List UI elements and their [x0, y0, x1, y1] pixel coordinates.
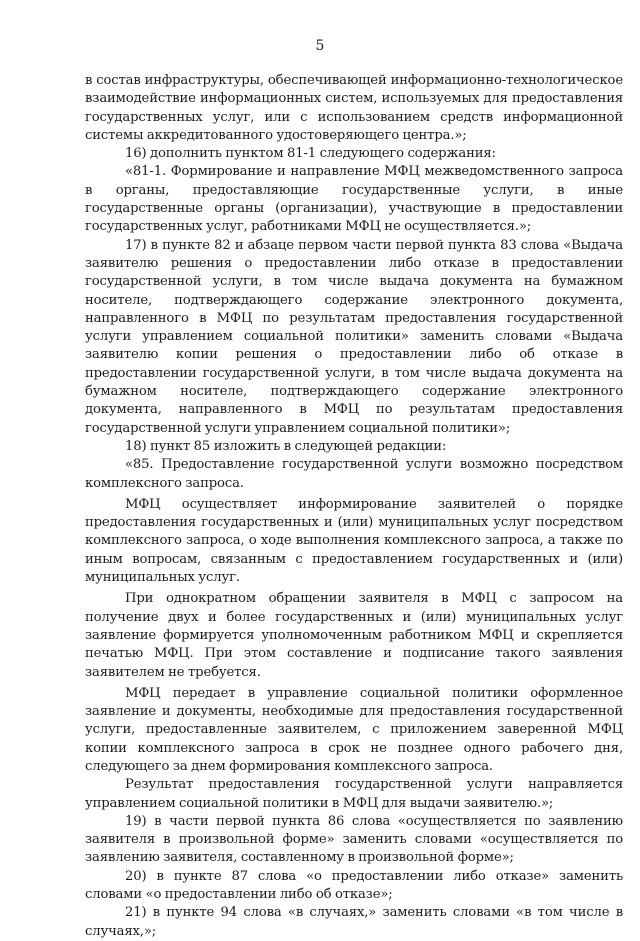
paragraph-item-18: 18) пункт 85 изложить в следующей редакции: — [125, 438, 447, 454]
paragraph-single-request: При однократном обращении заявителя в МФЦ с запросом на получение двух и более государственных и (или) муниципальных услуг заявление формируется уполномоченным работником МФЦ и скрепляется печатью МФЦ. При этом составление и подписание такого заявления заявителем не требуется. — [85, 591, 623, 680]
paragraph-result: Результат предоставления государственной услуги направляется управлением социальной политики в МФЦ для выдачи заявителю.»; — [85, 777, 623, 811]
paragraph-point-85: «85. Предоставление государственной услуги возможно посредством комплексного запроса. — [85, 457, 623, 491]
paragraph-continuation: в состав инфраструктуры, обеспечивающей информационно-технологическое взаимодействие информационных систем, используемых для предоставления государственных услуг, или с использованием средств информационной системы аккредитованного удостоверяющего центра.»; — [85, 73, 623, 143]
paragraph-mfc-transfer: МФЦ передает в управление социальной политики оформленное заявление и документы, необходимые для предоставления государственной услуги, предоставленные заявителем, с приложением заверенной МФЦ копии комплексного запроса в срок не позднее одного рабочего дня, следующего за днем формирования комплексного запроса. — [85, 685, 623, 774]
paragraph-item-21: 21) в пункте 94 слова «в случаях,» заменить словами «в том числе в случаях,»; — [85, 905, 623, 939]
paragraph-item-16: 16) дополнить пунктом 81-1 следующего содержания: — [125, 146, 496, 162]
paragraph-item-17: 17) в пункте 82 и абзаце первом части первой пункта 83 слова «Выдача заявителю решения о предоставлении либо отказе в предоставлении государственной услуги, в том числе выдача документа на бумажном носителе, подтверждающего содержание электронного документа, направленного в МФЦ по результатам предоставления государственной услуги управлением социальной политики» заменить словами «Выдача заявителю копии решения о предоставлении либо об отказе в предоставлении государственной услуги, в том числе выдача документа на бумажном носителе, подтверждающего содержание электронного документа, направленного в МФЦ по результатам предоставления государственной услуги управлением социальной политики»; — [85, 237, 623, 436]
paragraph-mfc-informing: МФЦ осуществляет информирование заявителей о порядке предоставления государственных и (или) муниципальных услуг посредством комплексного запроса, о ходе выполнения комплексного запроса, а также по иным вопросам, связанным с предоставлением государственных и (или) муниципальных услуг. — [85, 496, 623, 586]
paragraph-item-19: 19) в части первой пункта 86 слова «осуществляется по заявлению заявителя в произвольной форме» заменить словами «осуществляется по заявлению заявителя, составленному в произвольной форме»; — [85, 813, 623, 866]
document-body — [85, 72, 623, 941]
paragraph-point-81-1: «81-1. Формирование и направление МФЦ межведомственного запроса в органы, предоставляющие государственные услуги, в иные государственные органы (организации), участвующие в предоставлении государственных услуг, работниками МФЦ не осуществляется.»; — [85, 164, 623, 235]
page-number: 5 — [315, 38, 325, 54]
paragraph-item-20: 20) в пункте 87 слова «о предоставлении либо отказе» заменить словами «о предоставлении либо об отказе»; — [85, 868, 623, 903]
